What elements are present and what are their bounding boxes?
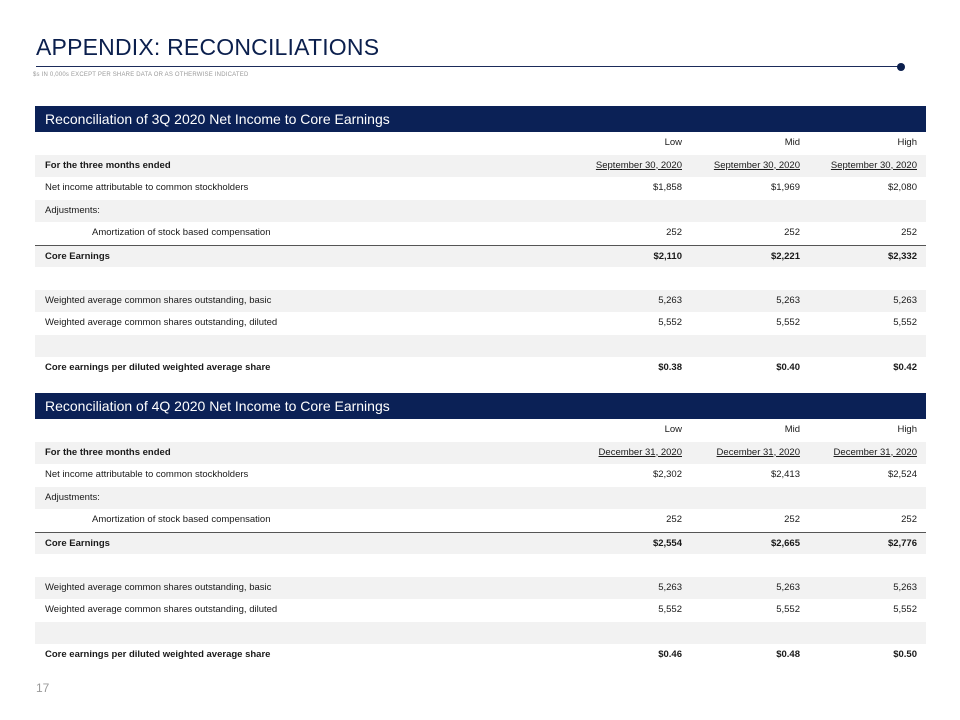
basic-shares-high: 5,263 <box>893 581 917 593</box>
divider-dot-icon <box>897 63 905 71</box>
amortization-low: 252 <box>666 514 682 525</box>
period-label: For the three months ended <box>45 446 171 458</box>
amortization-label: Amortization of stock based compensation <box>92 514 271 525</box>
diluted-shares-label: Weighted average common shares outstanding, diluted <box>45 317 278 328</box>
spacer-row <box>35 622 926 645</box>
diluted-shares-row <box>35 599 926 622</box>
basic-shares-label: Weighted average common shares outstanding, basic <box>45 581 272 593</box>
period-low: September 30, 2020 <box>595 159 682 171</box>
core-earnings-mid: $2,665 <box>770 537 800 549</box>
amortization-row <box>35 222 926 245</box>
title-divider <box>36 66 900 67</box>
page-number: 17 <box>36 681 50 695</box>
basic-shares-low: 5,263 <box>658 581 682 593</box>
net-income-mid: $1,969 <box>770 182 800 193</box>
net-income-mid: $2,413 <box>770 469 800 480</box>
basic-shares-label: Weighted average common shares outstanding, basic <box>45 294 272 306</box>
net-income-low: $1,858 <box>652 182 682 193</box>
adjustments-row <box>35 200 926 223</box>
table-title: Reconciliation of 4Q 2020 Net Income to Core Earnings <box>35 393 926 419</box>
net-income-row <box>35 177 926 200</box>
eps-row <box>35 644 926 667</box>
period-mid: December 31, 2020 <box>716 446 800 458</box>
period-high: September 30, 2020 <box>830 159 917 171</box>
amortization-high: 252 <box>901 227 917 238</box>
amortization-row <box>35 509 926 532</box>
eps-low: $0.46 <box>658 649 682 660</box>
period-mid: September 30, 2020 <box>713 159 800 171</box>
basic-shares-low: 5,263 <box>658 294 682 306</box>
diluted-shares-mid: 5,552 <box>776 604 800 615</box>
eps-low: $0.38 <box>658 362 682 373</box>
period-low: December 31, 2020 <box>598 446 682 458</box>
net-income-label: Net income attributable to common stockholders <box>45 182 249 193</box>
eps-row <box>35 357 926 380</box>
net-income-high: $2,524 <box>887 469 917 480</box>
column-header-low: Low <box>664 137 682 148</box>
period-row <box>35 155 926 178</box>
basic-shares-high: 5,263 <box>893 294 917 306</box>
spacer-row <box>35 267 926 290</box>
amortization-high: 252 <box>901 514 917 525</box>
core-earnings-mid: $2,221 <box>770 250 800 262</box>
core-earnings-high: $2,776 <box>887 537 917 549</box>
basic-shares-mid: 5,263 <box>776 294 800 306</box>
adjustments-row <box>35 487 926 510</box>
eps-high: $0.42 <box>893 362 917 373</box>
period-high: December 31, 2020 <box>833 446 917 458</box>
page-title: APPENDIX: RECONCILIATIONS <box>36 34 380 60</box>
column-header-mid: Mid <box>784 137 800 148</box>
page-subtitle: $s IN 0,000s EXCEPT PER SHARE DATA OR AS OTHERWISE INDICATED <box>33 72 249 78</box>
amortization-low: 252 <box>666 227 682 238</box>
diluted-shares-mid: 5,552 <box>776 317 800 328</box>
column-header-high: High <box>897 137 917 148</box>
core-earnings-low: $2,554 <box>652 537 682 549</box>
eps-label: Core earnings per diluted weighted average share <box>45 362 271 373</box>
diluted-shares-low: 5,552 <box>658 317 682 328</box>
net-income-high: $2,080 <box>887 182 917 193</box>
column-header-row <box>35 419 926 442</box>
net-income-label: Net income attributable to common stockholders <box>45 469 249 480</box>
basic-shares-row <box>35 577 926 600</box>
amortization-label: Amortization of stock based compensation <box>92 227 271 238</box>
core-earnings-label: Core Earnings <box>45 250 110 262</box>
spacer-row <box>35 554 926 577</box>
net-income-low: $2,302 <box>652 469 682 480</box>
table-title: Reconciliation of 3Q 2020 Net Income to Core Earnings <box>35 106 926 132</box>
period-row <box>35 442 926 465</box>
eps-label: Core earnings per diluted weighted average share <box>45 649 271 660</box>
period-label: For the three months ended <box>45 159 171 171</box>
core-earnings-row <box>35 532 926 555</box>
column-header-mid: Mid <box>784 424 800 435</box>
reconciliation-table-4q <box>35 393 926 667</box>
diluted-shares-high: 5,552 <box>893 317 917 328</box>
adjustments-label: Adjustments: <box>45 204 100 216</box>
core-earnings-low: $2,110 <box>653 250 682 262</box>
column-header-low: Low <box>664 424 682 435</box>
diluted-shares-label: Weighted average common shares outstanding, diluted <box>45 604 278 615</box>
spacer-row <box>35 335 926 358</box>
column-header-row <box>35 132 926 155</box>
column-header-high: High <box>897 424 917 435</box>
adjustments-label: Adjustments: <box>45 491 100 503</box>
amortization-mid: 252 <box>784 514 800 525</box>
basic-shares-row <box>35 290 926 313</box>
diluted-shares-row <box>35 312 926 335</box>
eps-high: $0.50 <box>893 649 917 660</box>
core-earnings-row <box>35 245 926 268</box>
eps-mid: $0.48 <box>776 649 800 660</box>
basic-shares-mid: 5,263 <box>776 581 800 593</box>
diluted-shares-high: 5,552 <box>893 604 917 615</box>
eps-mid: $0.40 <box>776 362 800 373</box>
diluted-shares-low: 5,552 <box>658 604 682 615</box>
reconciliation-table-3q <box>35 106 926 380</box>
core-earnings-label: Core Earnings <box>45 537 110 549</box>
amortization-mid: 252 <box>784 227 800 238</box>
core-earnings-high: $2,332 <box>887 250 917 262</box>
net-income-row <box>35 464 926 487</box>
